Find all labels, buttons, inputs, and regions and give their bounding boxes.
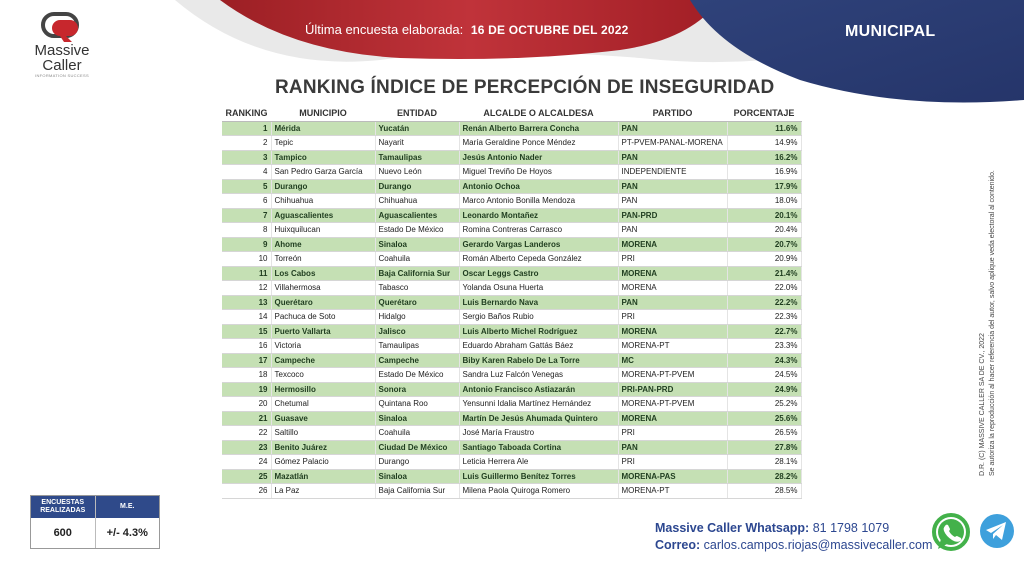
scope-label: MUNICIPAL bbox=[845, 23, 936, 40]
header-porcentaje: PORCENTAJE bbox=[727, 106, 801, 121]
cell-entidad: Durango bbox=[375, 179, 459, 194]
table-row bbox=[222, 223, 801, 238]
cell-porcentaje: 20.1% bbox=[727, 208, 801, 223]
cell-alcalde: Martín De Jesús Ahumada Quintero bbox=[459, 411, 618, 426]
cell-alcalde: Santiago Taboada Cortina bbox=[459, 440, 618, 455]
header-entidad: ENTIDAD bbox=[375, 106, 459, 121]
table-row bbox=[222, 136, 801, 151]
cell-entidad: Baja California Sur bbox=[375, 266, 459, 281]
cell-partido: PAN-PRD bbox=[618, 208, 727, 223]
cell-rank: 7 bbox=[222, 208, 271, 223]
cell-alcalde: Gerardo Vargas Landeros bbox=[459, 237, 618, 252]
page-title: RANKING ÍNDICE DE PERCEPCIÓN DE INSEGURIDAD bbox=[275, 77, 775, 98]
whatsapp-icon[interactable] bbox=[930, 511, 972, 553]
cell-municipio: Texcoco bbox=[271, 368, 375, 383]
cell-rank: 22 bbox=[222, 426, 271, 441]
cell-porcentaje: 11.6% bbox=[727, 121, 801, 136]
cell-rank: 19 bbox=[222, 382, 271, 397]
cell-entidad: Querétaro bbox=[375, 295, 459, 310]
table-row bbox=[222, 165, 801, 180]
contact-info bbox=[655, 520, 932, 554]
cell-entidad: Estado De México bbox=[375, 223, 459, 238]
table-row bbox=[222, 484, 801, 499]
cell-porcentaje: 24.5% bbox=[727, 368, 801, 383]
margin-error-label: M.E. bbox=[95, 496, 160, 518]
cell-alcalde: Yolanda Osuna Huerta bbox=[459, 281, 618, 296]
cell-entidad: Coahuila bbox=[375, 252, 459, 267]
cell-rank: 18 bbox=[222, 368, 271, 383]
table-row bbox=[222, 266, 801, 281]
table-row bbox=[222, 324, 801, 339]
cell-municipio: Campeche bbox=[271, 353, 375, 368]
cell-partido: MORENA-PT bbox=[618, 339, 727, 354]
cell-alcalde: Miguel Treviño De Hoyos bbox=[459, 165, 618, 180]
cell-alcalde: Marco Antonio Bonilla Mendoza bbox=[459, 194, 618, 209]
cell-entidad: Tamaulipas bbox=[375, 150, 459, 165]
cell-entidad: Yucatán bbox=[375, 121, 459, 136]
surveys-value: 600 bbox=[53, 527, 72, 539]
cell-alcalde: Oscar Leggs Castro bbox=[459, 266, 618, 281]
cell-rank: 13 bbox=[222, 295, 271, 310]
cell-municipio: Saltillo bbox=[271, 426, 375, 441]
cell-municipio: Tepic bbox=[271, 136, 375, 151]
cell-partido: PAN bbox=[618, 194, 727, 209]
cell-rank: 10 bbox=[222, 252, 271, 267]
cell-porcentaje: 16.9% bbox=[727, 165, 801, 180]
logo-word-massive: Massive bbox=[34, 42, 90, 59]
email-link[interactable]: carlos.campos.riojas@massivecaller.com bbox=[703, 538, 933, 552]
cell-rank: 25 bbox=[222, 469, 271, 484]
cell-municipio: Los Cabos bbox=[271, 266, 375, 281]
cell-alcalde: José María Fraustro bbox=[459, 426, 618, 441]
cell-municipio: Torreón bbox=[271, 252, 375, 267]
survey-date-line bbox=[305, 22, 628, 37]
table-row bbox=[222, 194, 801, 209]
cell-entidad: Chihuahua bbox=[375, 194, 459, 209]
cell-rank: 21 bbox=[222, 411, 271, 426]
cell-municipio: Victoria bbox=[271, 339, 375, 354]
cell-porcentaje: 25.6% bbox=[727, 411, 801, 426]
copyright-line-1: D.R. (C) MASSIVE CALLER SA DE CV., 2022 bbox=[979, 333, 986, 476]
cell-alcalde: Renán Alberto Barrera Concha bbox=[459, 121, 618, 136]
table-row bbox=[222, 368, 801, 383]
cell-partido: PRI bbox=[618, 252, 727, 267]
cell-rank: 14 bbox=[222, 310, 271, 325]
cell-porcentaje: 18.0% bbox=[727, 194, 801, 209]
cell-partido: PAN bbox=[618, 223, 727, 238]
cell-municipio: Chihuahua bbox=[271, 194, 375, 209]
cell-municipio: Tampico bbox=[271, 150, 375, 165]
table-row bbox=[222, 426, 801, 441]
cell-alcalde: Leonardo Montañez bbox=[459, 208, 618, 223]
table-row bbox=[222, 295, 801, 310]
cell-alcalde: Román Alberto Cepeda González bbox=[459, 252, 618, 267]
cell-partido: MORENA bbox=[618, 266, 727, 281]
header-ranking: RANKING bbox=[222, 106, 271, 121]
cell-partido: MORENA-PT-PVEM bbox=[618, 397, 727, 412]
logo-word-caller: Caller bbox=[42, 57, 82, 74]
cell-municipio: Querétaro bbox=[271, 295, 375, 310]
cell-alcalde: Luis Guillermo Benítez Torres bbox=[459, 469, 618, 484]
cell-alcalde: Antonio Francisco Astiazarán bbox=[459, 382, 618, 397]
table-row bbox=[222, 281, 801, 296]
cell-municipio: Chetumal bbox=[271, 397, 375, 412]
cell-porcentaje: 22.7% bbox=[727, 324, 801, 339]
logo-mark-icon bbox=[40, 12, 84, 42]
cell-rank: 4 bbox=[222, 165, 271, 180]
cell-entidad: Aguascalientes bbox=[375, 208, 459, 223]
cell-municipio: Guasave bbox=[271, 411, 375, 426]
cell-alcalde: Eduardo Abraham Gattás Báez bbox=[459, 339, 618, 354]
cell-alcalde: Milena Paola Quiroga Romero bbox=[459, 484, 618, 499]
cell-municipio: Hermosillo bbox=[271, 382, 375, 397]
cell-porcentaje: 24.3% bbox=[727, 353, 801, 368]
table-row bbox=[222, 411, 801, 426]
cell-entidad: Sinaloa bbox=[375, 237, 459, 252]
table-row bbox=[222, 252, 801, 267]
cell-porcentaje: 17.9% bbox=[727, 179, 801, 194]
cell-alcalde: Biby Karen Rabelo De La Torre bbox=[459, 353, 618, 368]
cell-entidad: Durango bbox=[375, 455, 459, 470]
cell-entidad: Sonora bbox=[375, 382, 459, 397]
cell-rank: 3 bbox=[222, 150, 271, 165]
cell-partido: MORENA bbox=[618, 237, 727, 252]
surveys-label: ENCUESTAS REALIZADAS bbox=[40, 499, 86, 514]
cell-alcalde: Luis Alberto Michel Rodríguez bbox=[459, 324, 618, 339]
cell-rank: 20 bbox=[222, 397, 271, 412]
cell-entidad: Tamaulipas bbox=[375, 339, 459, 354]
cell-entidad: Tabasco bbox=[375, 281, 459, 296]
cell-municipio: Pachuca de Soto bbox=[271, 310, 375, 325]
cell-porcentaje: 20.7% bbox=[727, 237, 801, 252]
cell-entidad: Jalisco bbox=[375, 324, 459, 339]
cell-alcalde: Luis Bernardo Nava bbox=[459, 295, 618, 310]
cell-entidad: Nuevo León bbox=[375, 165, 459, 180]
table-row bbox=[222, 353, 801, 368]
table-row bbox=[222, 397, 801, 412]
cell-rank: 11 bbox=[222, 266, 271, 281]
cell-partido: PRI-PAN-PRD bbox=[618, 382, 727, 397]
cell-entidad: Coahuila bbox=[375, 426, 459, 441]
cell-partido: PRI bbox=[618, 426, 727, 441]
cell-municipio: Mazatlán bbox=[271, 469, 375, 484]
cell-porcentaje: 25.2% bbox=[727, 397, 801, 412]
cell-rank: 15 bbox=[222, 324, 271, 339]
cell-porcentaje: 24.9% bbox=[727, 382, 801, 397]
cell-rank: 16 bbox=[222, 339, 271, 354]
cell-porcentaje: 14.9% bbox=[727, 136, 801, 151]
email-contact bbox=[655, 537, 932, 554]
table-row bbox=[222, 179, 801, 194]
table-row bbox=[222, 455, 801, 470]
cell-porcentaje: 20.9% bbox=[727, 252, 801, 267]
logo-tagline: INFORMATION SUCCESS bbox=[35, 73, 89, 78]
cell-municipio: Benito Juárez bbox=[271, 440, 375, 455]
cell-municipio: Durango bbox=[271, 179, 375, 194]
survey-date: 16 DE OCTUBRE DEL 2022 bbox=[470, 23, 629, 37]
cell-partido: MORENA-PAS bbox=[618, 469, 727, 484]
header-municipio: MUNICIPIO bbox=[271, 106, 375, 121]
copyright-notice bbox=[978, 116, 998, 476]
ranking-table-body bbox=[222, 121, 801, 498]
cell-porcentaje: 22.0% bbox=[727, 281, 801, 296]
cell-municipio: San Pedro Garza García bbox=[271, 165, 375, 180]
cell-partido: PAN bbox=[618, 295, 727, 310]
sample-header-row bbox=[31, 496, 159, 518]
cell-partido: MORENA bbox=[618, 281, 727, 296]
cell-alcalde: Sergio Baños Rubio bbox=[459, 310, 618, 325]
telegram-icon[interactable] bbox=[978, 512, 1016, 550]
cell-entidad: Ciudad De México bbox=[375, 440, 459, 455]
table-row bbox=[222, 469, 801, 484]
cell-alcalde: Jesús Antonio Nader bbox=[459, 150, 618, 165]
cell-rank: 6 bbox=[222, 194, 271, 209]
cell-porcentaje: 26.5% bbox=[727, 426, 801, 441]
cell-entidad: Baja California Sur bbox=[375, 484, 459, 499]
cell-porcentaje: 20.4% bbox=[727, 223, 801, 238]
cell-entidad: Campeche bbox=[375, 353, 459, 368]
cell-rank: 24 bbox=[222, 455, 271, 470]
cell-rank: 26 bbox=[222, 484, 271, 499]
cell-rank: 1 bbox=[222, 121, 271, 136]
ranking-table bbox=[222, 106, 802, 499]
cell-partido: PAN bbox=[618, 121, 727, 136]
whatsapp-contact bbox=[655, 520, 932, 537]
cell-municipio: Villahermosa bbox=[271, 281, 375, 296]
cell-porcentaje: 21.4% bbox=[727, 266, 801, 281]
cell-entidad: Sinaloa bbox=[375, 469, 459, 484]
cell-rank: 8 bbox=[222, 223, 271, 238]
margin-error-value: +/- 4.3% bbox=[95, 518, 160, 548]
cell-alcalde: Romina Contreras Carrasco bbox=[459, 223, 618, 238]
cell-alcalde: Sandra Luz Falcón Venegas bbox=[459, 368, 618, 383]
cell-municipio: La Paz bbox=[271, 484, 375, 499]
cell-porcentaje: 28.2% bbox=[727, 469, 801, 484]
table-row bbox=[222, 440, 801, 455]
cell-entidad: Quintana Roo bbox=[375, 397, 459, 412]
cell-partido: PRI bbox=[618, 455, 727, 470]
table-row bbox=[222, 237, 801, 252]
massive-caller-logo bbox=[26, 12, 98, 78]
cell-alcalde: Yensunni Idalia Martínez Hernández bbox=[459, 397, 618, 412]
cell-partido: PAN bbox=[618, 440, 727, 455]
cell-entidad: Estado De México bbox=[375, 368, 459, 383]
cell-partido: MORENA bbox=[618, 411, 727, 426]
cell-partido: PAN bbox=[618, 179, 727, 194]
cell-rank: 9 bbox=[222, 237, 271, 252]
whatsapp-label: Massive Caller Whatsapp: bbox=[655, 521, 810, 535]
cell-porcentaje: 22.2% bbox=[727, 295, 801, 310]
cell-rank: 2 bbox=[222, 136, 271, 151]
copyright-line-2: Se autoriza la reproducción al hacer referencia del autor, salvo aplique veda electoral al contenido. bbox=[989, 170, 996, 476]
table-row bbox=[222, 382, 801, 397]
cell-alcalde: Antonio Ochoa bbox=[459, 179, 618, 194]
cell-partido: MORENA-PT-PVEM bbox=[618, 368, 727, 383]
cell-municipio: Gómez Palacio bbox=[271, 455, 375, 470]
cell-municipio: Puerto Vallarta bbox=[271, 324, 375, 339]
email-label: Correo: bbox=[655, 538, 701, 552]
cell-entidad: Sinaloa bbox=[375, 411, 459, 426]
cell-rank: 12 bbox=[222, 281, 271, 296]
cell-porcentaje: 28.5% bbox=[727, 484, 801, 499]
cell-partido: PRI bbox=[618, 310, 727, 325]
cell-partido: INDEPENDIENTE bbox=[618, 165, 727, 180]
header-partido: PARTIDO bbox=[618, 106, 727, 121]
table-row bbox=[222, 150, 801, 165]
table-row bbox=[222, 339, 801, 354]
sample-value-row bbox=[31, 518, 159, 548]
cell-municipio: Mérida bbox=[271, 121, 375, 136]
cell-entidad: Nayarit bbox=[375, 136, 459, 151]
cell-partido: MORENA bbox=[618, 324, 727, 339]
cell-alcalde: María Geraldine Ponce Méndez bbox=[459, 136, 618, 151]
cell-rank: 23 bbox=[222, 440, 271, 455]
cell-porcentaje: 23.3% bbox=[727, 339, 801, 354]
table-row bbox=[222, 310, 801, 325]
cell-rank: 17 bbox=[222, 353, 271, 368]
cell-partido: MORENA-PT bbox=[618, 484, 727, 499]
cell-porcentaje: 28.1% bbox=[727, 455, 801, 470]
table-row bbox=[222, 121, 801, 136]
cell-rank: 5 bbox=[222, 179, 271, 194]
cell-municipio: Huixquilucan bbox=[271, 223, 375, 238]
cell-porcentaje: 22.3% bbox=[727, 310, 801, 325]
cell-partido: PT-PVEM-PANAL-MORENA bbox=[618, 136, 727, 151]
table-row bbox=[222, 208, 801, 223]
sample-info-box bbox=[30, 495, 160, 549]
cell-municipio: Ahome bbox=[271, 237, 375, 252]
cell-municipio: Aguascalientes bbox=[271, 208, 375, 223]
cell-entidad: Hidalgo bbox=[375, 310, 459, 325]
cell-porcentaje: 27.8% bbox=[727, 440, 801, 455]
cell-porcentaje: 16.2% bbox=[727, 150, 801, 165]
survey-label: Última encuesta elaborada: bbox=[305, 22, 464, 37]
table-header-row bbox=[222, 106, 801, 121]
header-alcalde: ALCALDE O ALCALDESA bbox=[459, 106, 618, 121]
cell-alcalde: Leticia Herrera Ale bbox=[459, 455, 618, 470]
cell-partido: PAN bbox=[618, 150, 727, 165]
cell-partido: MC bbox=[618, 353, 727, 368]
whatsapp-number[interactable]: 81 1798 1079 bbox=[812, 521, 890, 535]
